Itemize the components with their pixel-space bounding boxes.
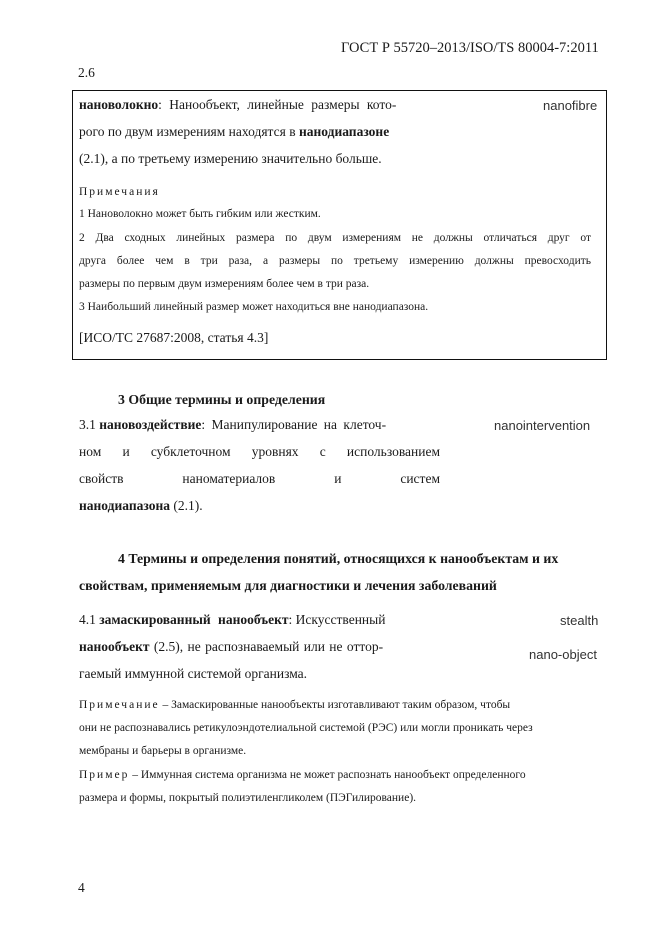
term-stealth-nano-object: замаскированный нанообъект (99, 612, 289, 627)
term-2-6-def-line1: : Нанообъект, линейные размеры кото- (158, 97, 397, 112)
term-4-1-def-line1: : Искусственный (288, 612, 386, 627)
term-2-6-line1 (79, 97, 396, 113)
note-4-1-text-line1: – Замаскированные нанообъекты изготавливают таким образом, чтобы (159, 699, 511, 711)
word-properties: свойств (79, 471, 124, 486)
standard-header: ГОСТ Р 55720–2013/ISO/TS 80004-7:2011 (341, 40, 599, 56)
section-number-2-6: 2.6 (78, 65, 95, 80)
item-number-3-1: 3.1 (79, 417, 100, 432)
term-3-1-def-line1: : Манипулирование на клеточ- (201, 417, 387, 432)
term-3-1-def-line4: (2.1). (170, 498, 203, 513)
term-3-1-nanorange-ref: нанодиапазона (79, 498, 170, 513)
english-term-nano-object: nano-object (529, 647, 597, 662)
term-3-1-def-line2: ном и субклеточном уровнях с использованием (79, 444, 440, 459)
note-2-line2: друга более чем в три раза, а размеры по третьему измерению должны превосходить (79, 255, 591, 267)
term-2-6-line2 (79, 124, 389, 140)
section-3-heading: 3 Общие термины и определения (118, 392, 326, 407)
example-4-1-line1 (79, 769, 526, 781)
example-4-1-text-line1: – Иммунная система организма не может распознать нанообъект определенного (129, 769, 526, 781)
item-number-4-1: 4.1 (79, 612, 100, 627)
term-4-1-def-line2: (2.5), не распознаваемый или не оттор- (149, 639, 384, 654)
note-2-line1: 2 Два сходных линейных размера по двум измерениям не должны отличаться друг от (79, 232, 591, 244)
word-nanomaterials: наноматериалов (182, 471, 276, 486)
example-4-1-line2: размера и формы, покрытый полиэтиленгликолем (ПЭГилирование). (79, 792, 417, 804)
example-4-1-label: Пример (79, 769, 130, 781)
term-3-1-line1 (79, 417, 386, 433)
word-and: и (334, 471, 342, 486)
page-number: 4 (78, 880, 85, 895)
note-1: 1 Нановолокно может быть гибким или жестким. (79, 208, 321, 220)
note-4-1-line1 (79, 699, 510, 711)
note-4-1-line2: они не распознавались ретикулоэндотелиальной системой (РЭС) или могли проникать через (79, 722, 533, 734)
note-3: 3 Наибольший линейный размер может находиться вне нанодиапазона. (79, 301, 429, 313)
term-2-6-nanorange-ref: нанодиапазоне (298, 124, 390, 139)
term-3-1-def-line3 (79, 471, 440, 487)
english-term-stealth: stealth (560, 613, 599, 628)
source-reference: [ИСО/ТС 27687:2008, статья 4.3] (79, 330, 269, 345)
note-4-1-line3: мембраны и барьеры в организме. (79, 745, 247, 757)
english-term-nanofibre: nanofibre (543, 98, 598, 113)
english-term-nanointervention: nanointervention (494, 418, 591, 433)
term-4-1-line1 (79, 612, 385, 628)
section-4-heading-line2: свойствам, применяемым для диагностики и лечения заболеваний (79, 578, 497, 593)
term-3-1-line4 (79, 498, 203, 514)
word-systems: систем (400, 471, 440, 486)
term-4-1-nano-object-ref: нанообъект (79, 639, 150, 654)
section-4-heading-line1: 4 Термины и определения понятий, относящихся к нанообъектам и их (118, 551, 559, 566)
notes-heading: Примечания (79, 186, 160, 198)
term-2-6-def-line3: (2.1), а по третьему измерению значительно больше. (79, 151, 382, 166)
term-nanofibre: нановолокно (79, 97, 159, 112)
term-4-1-line2 (79, 639, 383, 655)
term-4-1-def-line3: гаемый иммунной системой организма. (79, 666, 308, 681)
note-4-1-label: Примечание (79, 699, 160, 711)
note-2-line3: размеры по первым двум измерениям более чем в три раза. (79, 278, 370, 290)
term-2-6-def-line2: рого по двум измерениям находятся в (79, 124, 299, 139)
term-nanointervention: нановоздействие (99, 417, 202, 432)
